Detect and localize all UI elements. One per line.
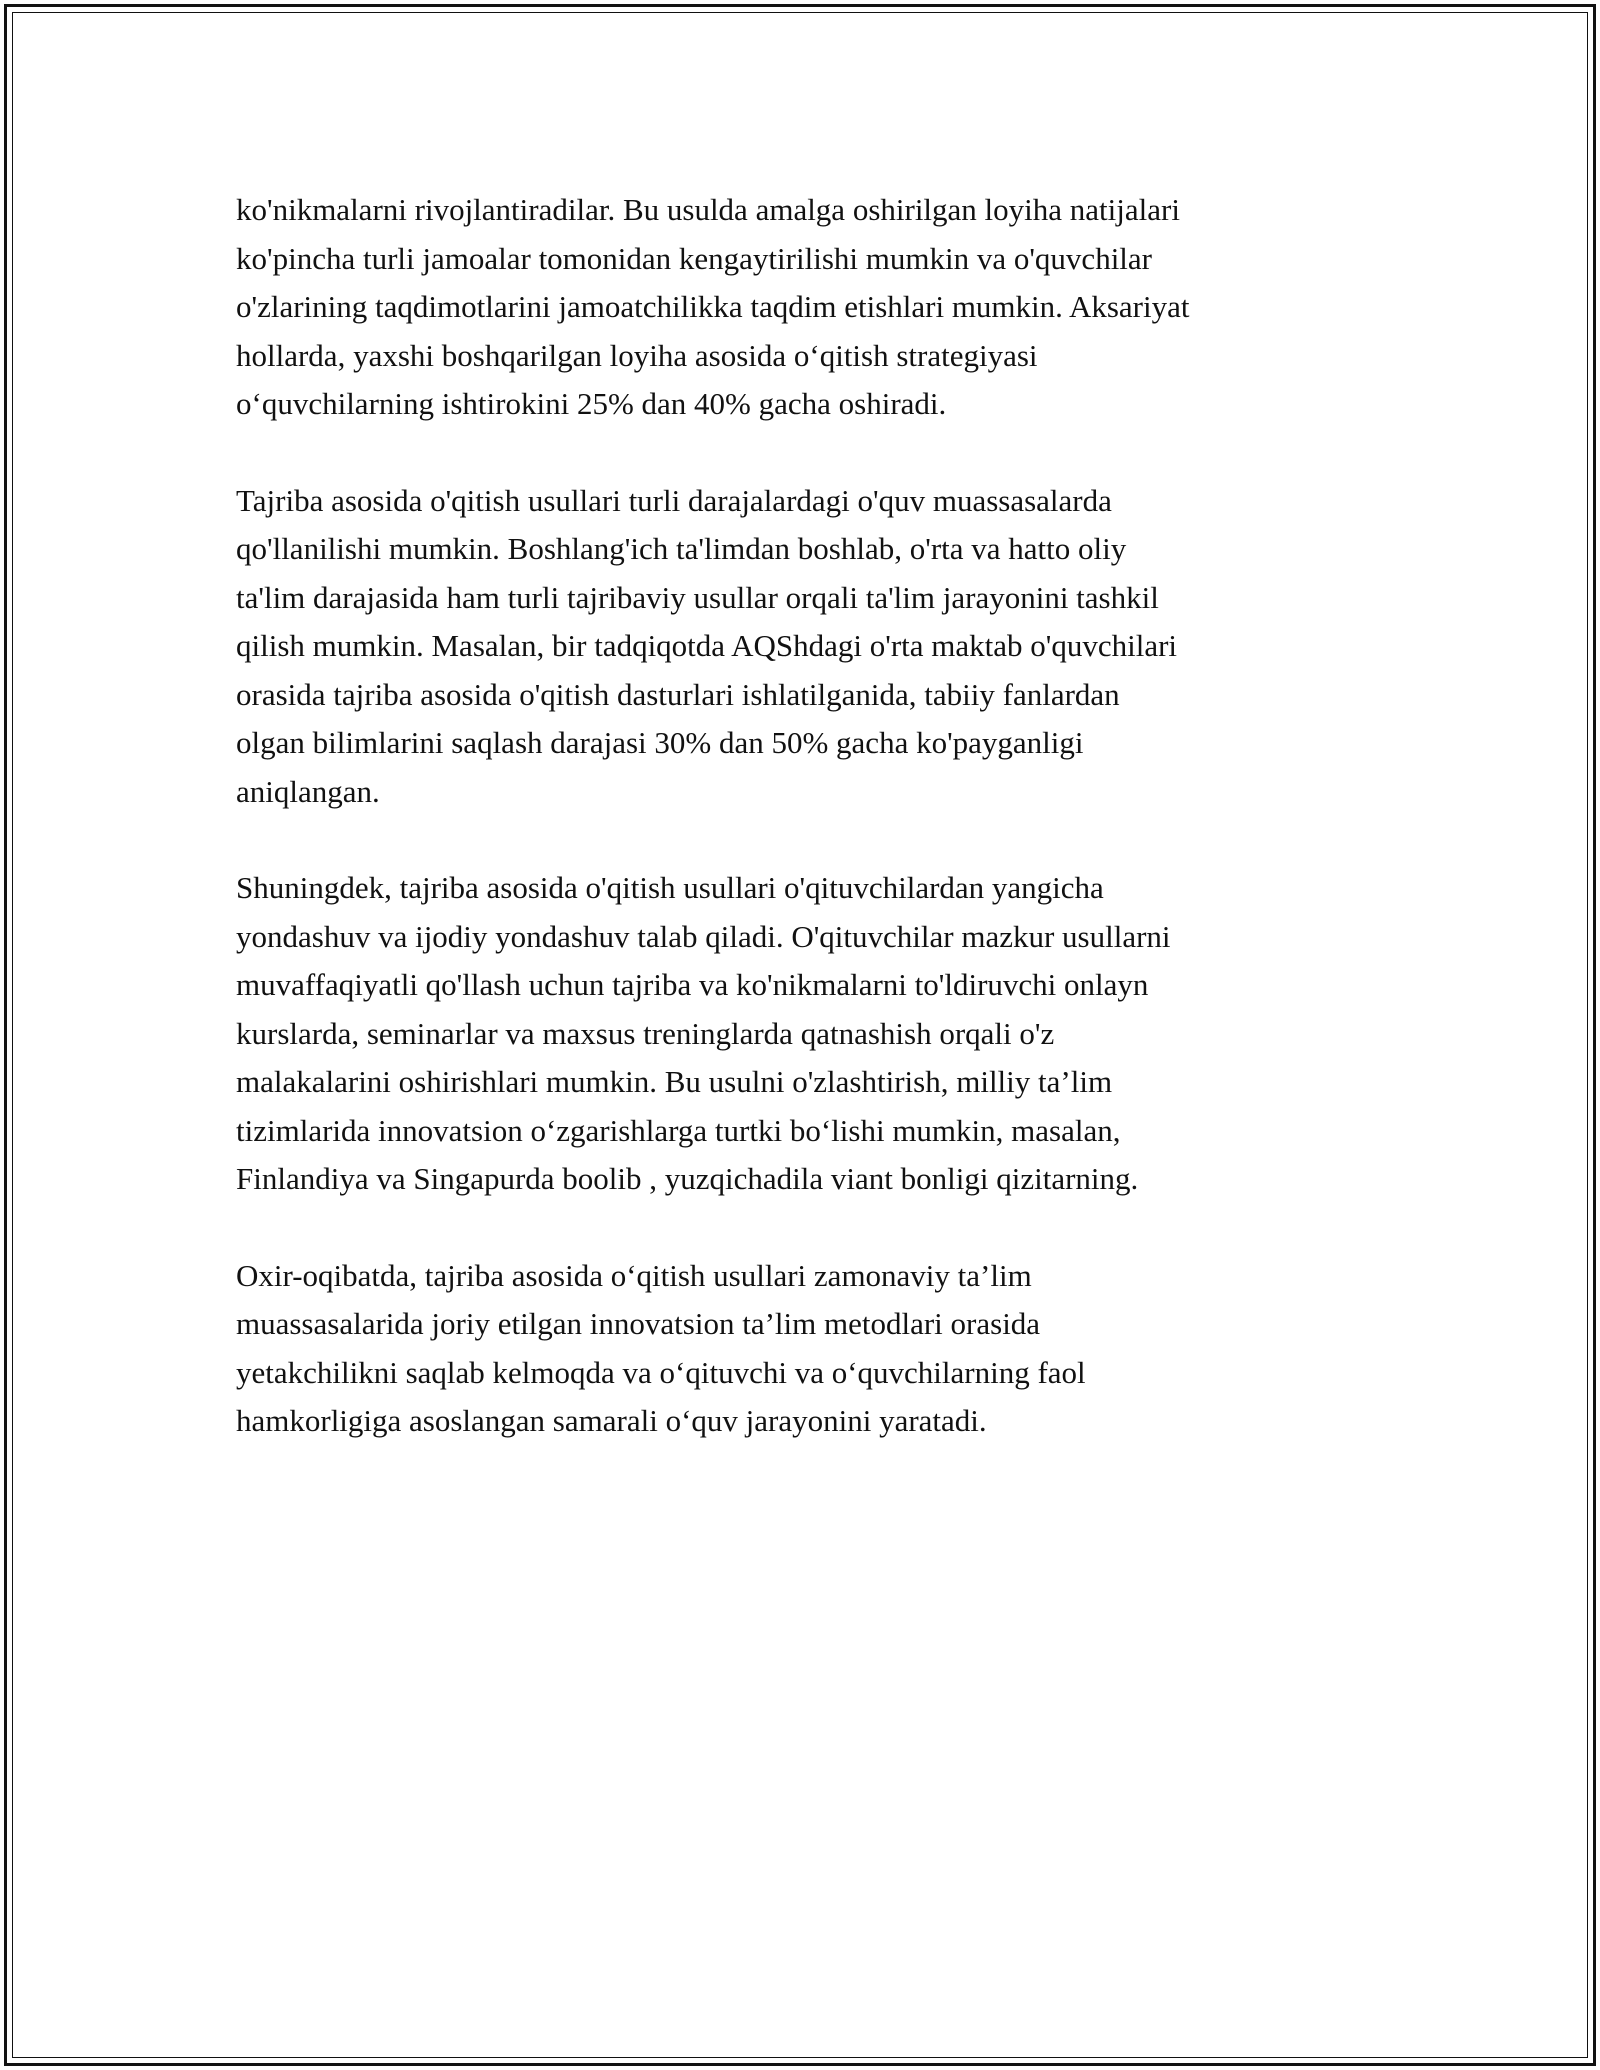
text-line: Finlandiya va Singapurda boolib , yuzqichadila viant bonligi qizitarning.: [236, 1161, 1139, 1196]
document-body: [236, 186, 1386, 1446]
text-line: malakalarini oshirishlari mumkin. Bu usulni o'zlashtirish, milliy ta’lim: [236, 1064, 1113, 1099]
text-line: Oxir-oqibatda, tajriba asosida o‘qitish usullari zamonaviy ta’lim: [236, 1257, 1032, 1293]
text-line: aniqlangan.: [236, 773, 380, 809]
text-line: ko'nikmalarni rivojlantiradilar. Bu usulda amalga oshirilgan loyiha natijalari: [236, 192, 1180, 227]
text-line: o'zlarining taqdimotlarini jamoatchilikka taqdim etishlari mumkin. Aksariyat: [236, 289, 1190, 324]
paragraph: [236, 186, 1386, 429]
paragraph: [236, 477, 1386, 817]
text-line: hollarda, yaxshi boshqarilgan loyiha asosida o‘qitish strategiyasi: [236, 337, 1038, 373]
text-line: qilish mumkin. Masalan, bir tadqiqotda AQShdagi o'rta maktab o'quvchilari: [236, 628, 1178, 663]
text-line: Tajriba asosida o'qitish usullari turli darajalardagi o'quv muassasalarda: [236, 482, 1112, 518]
text-line: orasida tajriba asosida o'qitish dasturlari ishlatilganida, tabiiy fanlardan: [236, 676, 1120, 712]
text-line: ko'pincha turli jamoalar tomonidan kengaytirilishi mumkin va o'quvchilar: [236, 240, 1152, 276]
text-line: tizimlarida innovatsion o‘zgarishlarga turtki bo‘lishi mumkin, masalan,: [236, 1112, 1121, 1148]
paragraph: [236, 864, 1386, 1204]
text-line: muvaffaqiyatli qo'llash uchun tajriba va ko'nikmalarni to'ldiruvchi onlayn: [236, 967, 1149, 1002]
text-line: yetakchilikni saqlab kelmoqda va o‘qituvchi va o‘quvchilarning faol: [236, 1354, 1086, 1390]
text-line: o‘quvchilarning ishtirokini 25% dan 40% gacha oshiradi.: [236, 386, 947, 421]
text-line: ta'lim darajasida ham turli tajribaviy usullar orqali ta'lim jarayonini tashkil: [236, 579, 1159, 615]
text-line: Shuningdek, tajriba asosida o'qitish usullari o'qituvchilardan yangicha: [236, 870, 1104, 905]
text-line: kurslarda, seminarlar va maxsus treninglarda qatnashish orqali o'z: [236, 1015, 1055, 1051]
text-line: muassasalarida joriy etilgan innovatsion ta’lim metodlari orasida: [236, 1306, 1041, 1341]
paragraph: [236, 1252, 1386, 1446]
text-line: qo'llanilishi mumkin. Boshlang'ich ta'limdan boshlab, o'rta va hatto oliy: [236, 531, 1127, 566]
text-line: olgan bilimlarini saqlash darajasi 30% dan 50% gacha ko'payganligi: [236, 725, 1084, 760]
text-line: hamkorligiga asoslangan samarali o‘quv jarayonini yaratadi.: [236, 1403, 987, 1438]
text-line: yondashuv va ijodiy yondashuv talab qiladi. O'qituvchilar mazkur usullarni: [236, 918, 1171, 954]
